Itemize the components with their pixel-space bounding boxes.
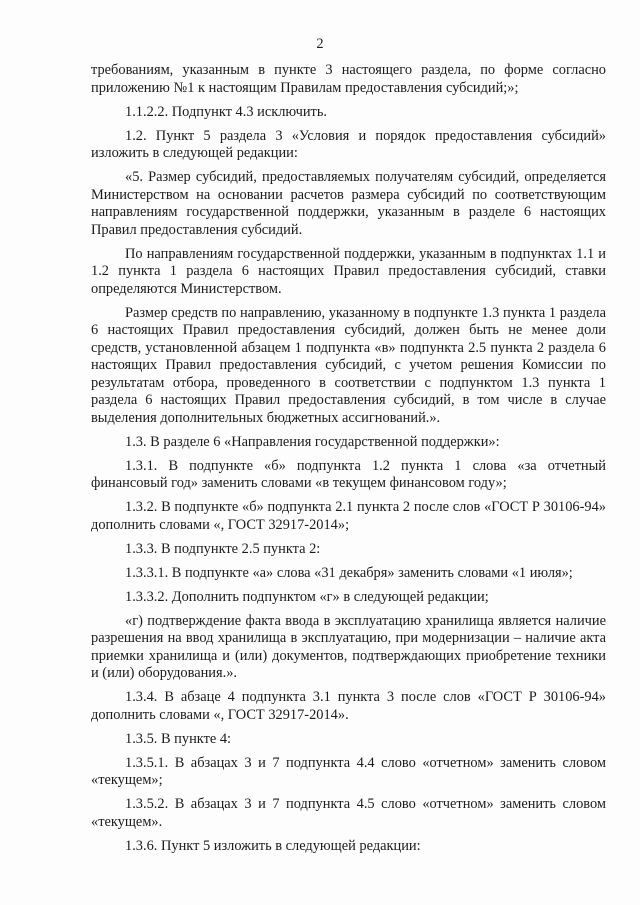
paragraph-1-3-3-1: 1.3.3.1. В подпункте «а» слова «31 декабря» заменить словами «1 июля»;	[125, 564, 573, 581]
paragraph-1-3-5: 1.3.5. В пункте 4:	[125, 730, 232, 747]
paragraph-funds-size: Размер средств по направлению, указанному в подпункте 1.3 пункта 1 раздела 6 настоящих Правил предоставления субсидий, должен быть не менее доли средств, установленной абзацем 1 подпункта «в» подпункта 2.5 пункта 2 раздела 6 настоящих Правил предоставления субсидий, с учетом решения Комиссии по результатам отбора, проведенного в соответствии с подпунктом 1.3 пункта 1 раздела 6 настоящих Правил предоставления субсидий, в том числе в случае выделения дополнительных бюджетных ассигнований.».	[91, 304, 606, 426]
page-number: 2	[316, 36, 324, 52]
paragraph-1-3-1: 1.3.1. В подпункте «б» подпункта 1.2 пункта 1 слова «за отчетный финансовый год» заменить словами «в текущем финансовом году»;	[91, 457, 606, 491]
document-body	[91, 62, 606, 862]
paragraph-1-3-3-2: 1.3.3.2. Дополнить подпунктом «г» в следующей редакции;	[125, 588, 489, 605]
paragraph-1-3-4: 1.3.4. В абзаце 4 подпункта 3.1 пункта 3 после слов «ГОСТ Р 30106-94» дополнить словами «, ГОСТ 32917-2014».	[91, 689, 606, 723]
paragraph-quote-5: «5. Размер субсидий, предоставляемых получателям субсидий, определяется Министерством на основании расчетов размера субсидий по соответствующим направлениям государственной поддержки, указанным в разделе 6 настоящих Правил предоставления субсидий.	[91, 169, 606, 238]
paragraph-1-3-5-2: 1.3.5.2. В абзацах 3 и 7 подпункта 4.5 слово «отчетном» заменить словом «текущем».	[91, 796, 606, 830]
paragraph-1-1-2-2: 1.1.2.2. Подпункт 4.3 исключить.	[125, 103, 327, 120]
paragraph-1-3-2: 1.3.2. В подпункте «б» подпункта 2.1 пункта 2 после слов «ГОСТ Р 30106-94» дополнить словами «, ГОСТ 32917-2014»;	[91, 499, 606, 533]
paragraph-continuation: требованиям, указанным в пункте 3 настоящего раздела, по форме согласно приложению №1 к настоящим Правилам предоставления субсидий;»;	[91, 62, 606, 96]
paragraph-rates: По направлениям государственной поддержки, указанным в подпунктах 1.1 и 1.2 пункта 1 раздела 6 настоящих Правил предоставления субсидий, ставки определяются Министерством.	[91, 245, 606, 297]
paragraph-quote-g: «г) подтверждение факта ввода в эксплуатацию хранилища является наличие разрешения на ввод хранилища в эксплуатацию, при модернизации – наличие акта приемки хранилища и (или) документов, подтверждающих приобретение техники и (или) оборудования.».	[91, 612, 606, 681]
paragraph-1-3: 1.3. В разделе 6 «Направления государственной поддержки»:	[125, 433, 500, 450]
paragraph-1-3-6: 1.3.6. Пункт 5 изложить в следующей редакции:	[125, 837, 421, 854]
paragraph-1-3-5-1: 1.3.5.1. В абзацах 3 и 7 подпункта 4.4 слово «отчетном» заменить словом «текущем»;	[91, 754, 606, 788]
paragraph-1-2: 1.2. Пункт 5 раздела 3 «Условия и порядок предоставления субсидий» изложить в следующей редакции:	[91, 127, 606, 161]
paragraph-1-3-3: 1.3.3. В подпункте 2.5 пункта 2:	[125, 540, 321, 557]
